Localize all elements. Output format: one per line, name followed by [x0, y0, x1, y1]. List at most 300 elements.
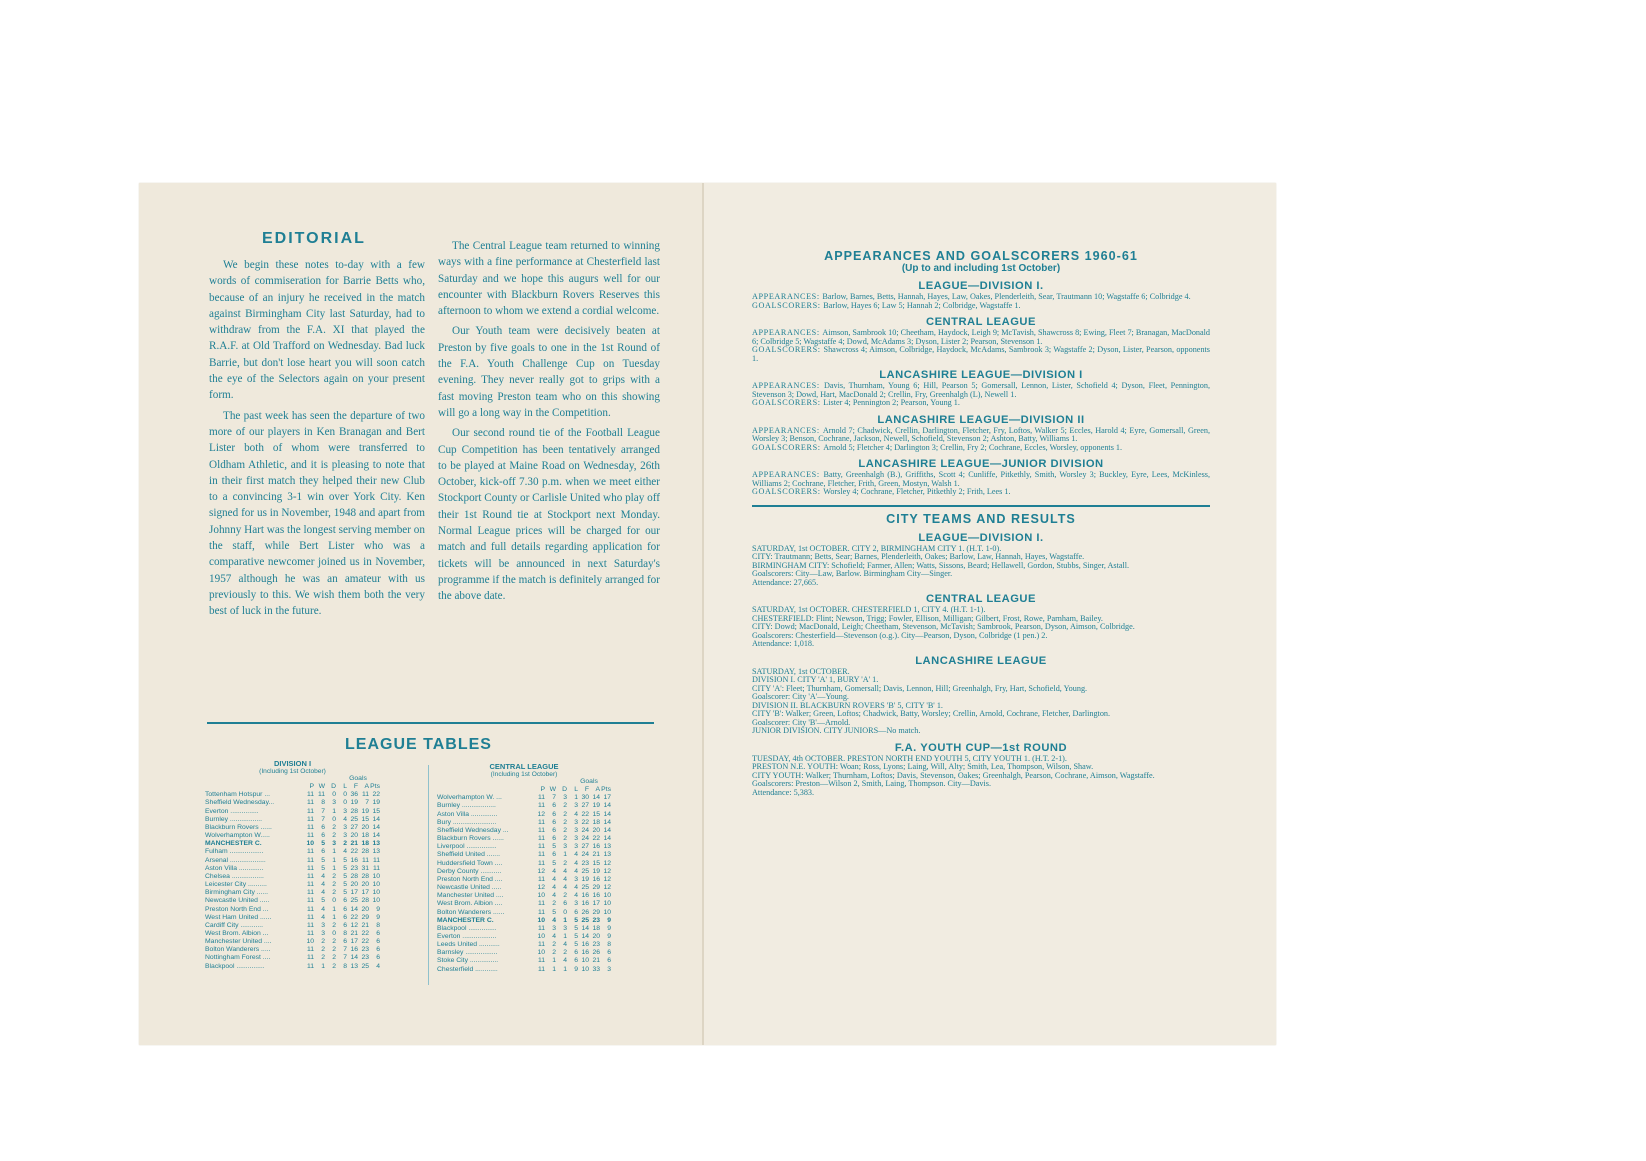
team-name: Everton ...............	[205, 807, 259, 815]
team-name: Barnsley .................	[437, 949, 498, 957]
team-name: MANCHESTER C.	[205, 840, 262, 848]
team-name: Birmingham City ......	[205, 889, 269, 897]
stat-cell: 28	[350, 872, 358, 880]
stat-cell: 4	[321, 872, 325, 880]
stat-cell: 6	[574, 949, 578, 957]
stat-cell: 6	[607, 949, 611, 957]
stat-cell: 5	[574, 932, 578, 940]
table-row	[437, 835, 611, 843]
team-name: West Ham United ......	[205, 913, 272, 921]
line-text: Barlow, Hayes 6; Law 5; Hannah 2; Colbridge, Wagstaffe 1.	[823, 300, 1021, 310]
stat-cell: 9	[607, 916, 611, 924]
team-name: Bolton Wanderers .....	[205, 946, 271, 954]
table-row	[437, 868, 611, 876]
stat-cell: 2	[552, 941, 556, 949]
stat-cell: 9	[607, 924, 611, 932]
stat-cell: 1	[563, 932, 567, 940]
stat-cell: 1	[563, 851, 567, 859]
stat-cell: 3	[574, 802, 578, 810]
stat-cell: 6	[376, 946, 380, 954]
stat-cell: 6	[607, 957, 611, 965]
table-row	[437, 827, 611, 835]
stat-cell: 23	[350, 864, 358, 872]
section-line: CHESTERFIELD: Flint; Newson, Trigg; Fowler, Ellison, Milligan; Gilbert, Frost, Rowe, Parnham, Bailey.	[752, 613, 1103, 623]
section-line	[752, 329, 1210, 346]
stat-cell: 10	[372, 872, 380, 880]
team-name: Wolverhampton W. ...	[437, 794, 502, 802]
table-row	[437, 802, 611, 810]
section-line: Attendance: 5,383.	[752, 787, 815, 797]
stat-cell: 2	[563, 802, 567, 810]
section-line: Goalscorers: Chesterfield—Stevenson (o.g.). City—Pearson, Dyson, Colbridge (1 pen.) 2.	[752, 630, 1048, 640]
stat-cell: 19	[350, 799, 358, 807]
line-label: GOALSCORERS:	[752, 442, 824, 452]
stat-cell: 8	[343, 929, 347, 937]
stat-cell: 7	[365, 799, 369, 807]
stat-cell: 11	[306, 832, 314, 840]
team-name: Arsenal ...................	[205, 856, 266, 864]
stat-cell: 15	[372, 807, 380, 815]
section-line: CITY 'A': Fleet; Thurnham, Gomersall; Davis, Lennon, Hill; Greenhalgh, Fry, Hart, Schofield, Young.	[752, 683, 1088, 693]
section-line: SATURDAY, 1st OCTOBER.	[752, 666, 850, 676]
team-name: Liverpool ................	[437, 843, 497, 851]
stat-cell: 8	[376, 921, 380, 929]
stat-cell: 11	[306, 929, 314, 937]
stat-cell: 9	[376, 913, 380, 921]
stat-cell: 19	[592, 867, 600, 875]
stat-cell: 4	[563, 867, 567, 875]
stat-cell: 25	[581, 916, 589, 924]
stat-cell: 23	[592, 941, 600, 949]
section-line	[752, 444, 1210, 453]
stat-cell: 10	[372, 889, 380, 897]
stat-cell: 6	[574, 957, 578, 965]
stat-cell: 29	[592, 884, 600, 892]
section-line: CITY: Dowd; MacDonald, Leigh; Cheetham, Stevenson, McTavish; Sambrook, Pearson, Dyson, Aimson, Colbridge.	[752, 622, 1135, 631]
stat-cell: 5	[321, 864, 325, 872]
stat-cell: 1	[563, 916, 567, 924]
stat-cell: 6	[552, 802, 556, 810]
stat-cell: 29	[361, 913, 369, 921]
stat-cell: 25	[581, 884, 589, 892]
editorial-paragraph: We begin these notes to-day with a few words of commiseration for Barrie Betts who, because of an injury he received in the match against Birmingham City last Saturday, had to withdraw from the F.A. XI that played the R.A.F. at Old Trafford on Wednesday. Bad luck Barrie, but don't lose heart you will soon catch the eye of the Selectors again on your present form.	[209, 259, 425, 402]
stat-cell: 4	[321, 913, 325, 921]
section-heading: LEAGUE—DIVISION I.	[918, 280, 1044, 292]
section-line: TUESDAY, 4th OCTOBER. PRESTON NORTH END YOUTH 5, CITY YOUTH 1. (H.T. 2-1).	[752, 753, 1067, 763]
stat-cell: 10	[537, 916, 545, 924]
stat-cell: 4	[563, 957, 567, 965]
section-heading: CENTRAL LEAGUE	[926, 316, 1036, 328]
stat-cell: 11	[537, 802, 545, 810]
stat-cell: 3	[332, 799, 336, 807]
stat-cell: 36	[350, 791, 358, 799]
stat-cell: 21	[361, 921, 369, 929]
stat-cell: 5	[574, 916, 578, 924]
stat-cell: 25	[350, 897, 358, 905]
stat-cell: 18	[592, 818, 600, 826]
line-text: Davis, Thurnham, Young 6; Hill, Pearson 5; Gomersall, Lennon, Lister, Schofield 4; Dyson, Fleet, Pennington, Stevenson 3; Dowd, Hart, MacDonald 2; Crellin, Fry, Greenhalgh (L), Newell 1.	[752, 381, 1210, 399]
stat-cell: 17	[592, 900, 600, 908]
stat-cell: 10	[372, 881, 380, 889]
stat-cell: 12	[537, 884, 545, 892]
table-row	[437, 794, 611, 802]
goals-label: Goals	[349, 775, 367, 782]
stat-cell: 7	[343, 946, 347, 954]
stat-cell: 14	[350, 905, 358, 913]
table-row	[437, 933, 611, 941]
team-name: Nottingham Forest ....	[205, 954, 271, 962]
stat-cell: 0	[332, 791, 336, 799]
table-row	[437, 843, 611, 851]
stat-cell: 14	[581, 924, 589, 932]
line-label: APPEARANCES:	[752, 470, 824, 479]
table-row	[437, 900, 611, 908]
stat-cell: 4	[563, 875, 567, 883]
stat-cell: 2	[332, 832, 336, 840]
stat-cell: 7	[343, 954, 347, 962]
stat-cell: 5	[552, 908, 556, 916]
table-row	[205, 897, 380, 905]
stat-cell: 17	[361, 889, 369, 897]
stat-cell: 11	[361, 791, 369, 799]
stat-cell: 3	[574, 826, 578, 834]
team-name: Derby County ...........	[437, 867, 502, 875]
column-header: Pts	[601, 786, 611, 794]
table-row	[205, 865, 380, 873]
stat-cell: 14	[350, 954, 358, 962]
stat-cell: 11	[537, 818, 545, 826]
stat-cell: 11	[537, 900, 545, 908]
stat-cell: 16	[592, 875, 600, 883]
stat-cell: 1	[552, 957, 556, 965]
table-row	[437, 860, 611, 868]
stat-cell: 20	[361, 905, 369, 913]
column-header: D	[331, 783, 336, 791]
stat-cell: 8	[321, 799, 325, 807]
table-row	[205, 922, 380, 930]
stat-cell: 11	[537, 843, 545, 851]
table-row	[205, 954, 380, 962]
stat-cell: 21	[350, 840, 358, 848]
table-row	[205, 791, 380, 799]
stat-cell: 0	[563, 908, 567, 916]
stat-cell: 4	[563, 941, 567, 949]
team-name: West Brom. Albion ...	[205, 929, 269, 937]
stat-cell: 11	[306, 823, 314, 831]
section-line	[752, 471, 1210, 488]
stat-cell: 1	[574, 794, 578, 802]
stat-cell: 6	[376, 929, 380, 937]
stat-cell: 11	[537, 941, 545, 949]
stat-cell: 11	[306, 913, 314, 921]
stat-cell: 4	[574, 859, 578, 867]
stat-cell: 9	[574, 965, 578, 973]
stat-cell: 14	[603, 810, 611, 818]
stat-cell: 2	[332, 921, 336, 929]
table-row	[205, 832, 380, 840]
table-row	[205, 824, 380, 832]
team-name: Manchester United ....	[437, 892, 504, 900]
stat-cell: 9	[376, 905, 380, 913]
stat-cell: 20	[350, 881, 358, 889]
stat-cell: 2	[332, 946, 336, 954]
stat-cell: 24	[581, 835, 589, 843]
column-header: A	[364, 783, 369, 791]
section-divider	[207, 722, 654, 724]
stat-cell: 18	[361, 832, 369, 840]
stat-cell: 11	[306, 807, 314, 815]
team-name: Newcastle United .....	[437, 884, 502, 892]
table-title: DIVISION I	[273, 759, 312, 768]
stat-cell: 15	[361, 815, 369, 823]
stat-cell: 2	[563, 835, 567, 843]
team-name: Stoke City ...............	[437, 957, 499, 965]
section-heading: LANCASHIRE LEAGUE—JUNIOR DIVISION	[858, 458, 1104, 470]
stat-cell: 1	[332, 856, 336, 864]
goals-label: Goals	[580, 778, 598, 785]
section-line: Goalscorer: City 'A'—Young.	[752, 692, 849, 701]
stat-cell: 5	[343, 889, 347, 897]
stat-cell: 2	[332, 823, 336, 831]
stat-cell: 26	[581, 908, 589, 916]
table-row	[437, 851, 611, 859]
stat-cell: 20	[361, 823, 369, 831]
line-text: Arnold 5; Fletcher 4; Darlington 3; Crellin, Fry 2; Cochrane, Eccles, Worsley, opponents 1.	[823, 442, 1123, 452]
line-text: Worsley 4; Cochrane, Fletcher, Pitkethly 2; Frith, Lees 1.	[823, 487, 1011, 496]
stat-cell: 2	[332, 872, 336, 880]
team-name: Aston Villa ..............	[437, 810, 498, 818]
stat-cell: 2	[563, 826, 567, 834]
stat-cell: 6	[376, 954, 380, 962]
column-header: F	[584, 786, 589, 794]
stat-cell: 13	[603, 843, 611, 851]
section-line	[752, 488, 1210, 497]
stat-cell: 18	[592, 924, 600, 932]
stat-cell: 1	[332, 848, 336, 856]
stat-cell: 2	[321, 954, 325, 962]
editorial-paragraph: The past week has seen the departure of two more of our players in Ken Branagan and Bert Lister both of whom were transferred to Oldham Athletic, and it is pleasing to note that in their first match they helped their new Club to a convincing 3-1 win over York City. Ken signed for us in November, 1948 and apart from Johnny Hart was the longest serving member on the staff, while Bert Lister who was a comparative newcomer joined us in November, 1957 although he was an amateur with us previously to this. We wish them both the very best of luck in the future.	[209, 409, 425, 618]
stat-cell: 11	[372, 864, 380, 872]
stat-cell: 29	[592, 908, 600, 916]
stat-cell: 3	[563, 843, 567, 851]
stat-cell: 11	[306, 946, 314, 954]
stat-cell: 4	[574, 810, 578, 818]
section-line: Attendance: 1,018.	[752, 639, 815, 648]
stat-cell: 2	[332, 938, 336, 946]
stat-cell: 5	[574, 924, 578, 932]
team-name: Chelsea .................	[205, 872, 264, 880]
table-row	[205, 840, 380, 848]
goals-header-row	[437, 778, 611, 786]
team-name: West Brom. Albion ....	[437, 900, 503, 908]
stat-cell: 4	[321, 881, 325, 889]
stat-cell: 5	[343, 856, 347, 864]
stat-cell: 3	[607, 965, 611, 973]
stat-cell: 23	[581, 859, 589, 867]
stat-cell: 4	[574, 892, 578, 900]
stat-cell: 11	[537, 965, 545, 973]
section-line: Goalscorers: City—Law, Barlow. Birmingham City—Singer.	[752, 569, 953, 578]
stat-cell: 11	[306, 799, 314, 807]
stat-cell: 4	[552, 867, 556, 875]
stat-cell: 10	[537, 932, 545, 940]
stat-cell: 14	[372, 815, 380, 823]
column-header: P	[540, 786, 545, 794]
team-name: Manchester United ....	[205, 938, 272, 946]
stat-cell: 2	[332, 962, 336, 970]
section-heading: CENTRAL LEAGUE	[926, 593, 1036, 605]
stat-cell: 11	[306, 921, 314, 929]
stat-cell: 11	[537, 908, 545, 916]
line-text: Barlow, Barnes, Betts, Hannah, Hayes, Law, Oakes, Plenderleith, Sear, Trautmann 10; Wagstaffe 6; Colbridge 4.	[822, 292, 1191, 301]
stat-cell: 20	[592, 826, 600, 834]
line-label: GOALSCORERS:	[752, 398, 824, 407]
stat-cell: 10	[537, 949, 545, 957]
stat-cell: 2	[321, 938, 325, 946]
stat-cell: 5	[321, 856, 325, 864]
section-line: CITY: Trautmann; Betts, Sear; Barnes, Plenderleith, Oakes; Barlow, Law, Hannah, Hayes, Wagstaffe.	[752, 552, 1085, 561]
table-divider	[428, 765, 429, 985]
stat-cell: 12	[603, 867, 611, 875]
stat-cell: 10	[603, 892, 611, 900]
stat-cell: 11	[306, 881, 314, 889]
stat-cell: 2	[343, 840, 347, 848]
stat-cell: 10	[581, 957, 589, 965]
section-line: Goalscorers: Preston—Wilson 2, Smith, Laing, Thompson. City—Davis.	[752, 779, 991, 788]
section-line	[752, 302, 1210, 311]
table-row	[437, 876, 611, 884]
stat-cell: 26	[592, 949, 600, 957]
team-name: Leeds United ...........	[437, 941, 500, 949]
stat-cell: 3	[563, 794, 567, 802]
section-line	[752, 427, 1210, 444]
team-name: Everton ..................	[437, 932, 497, 940]
stat-cell: 22	[592, 835, 600, 843]
stat-cell: 31	[361, 864, 369, 872]
table-row	[437, 941, 611, 949]
section-line: JUNIOR DIVISION. CITY JUNIORS—No match.	[752, 726, 921, 735]
stat-cell: 5	[343, 881, 347, 889]
stat-cell: 15	[592, 859, 600, 867]
stat-cell: 14	[603, 802, 611, 810]
stat-cell: 21	[350, 929, 358, 937]
centre-fold	[702, 183, 704, 1045]
table-row	[437, 957, 611, 965]
stat-cell: 23	[592, 916, 600, 924]
section-line: CITY YOUTH: Walker; Thurnham, Loftos; Davis, Stevenson, Oakes; Greenhalgh, Pearson, Cochrane, Aimson, Wagstaffe.	[752, 770, 1155, 780]
editorial-column-2	[438, 238, 660, 609]
results-title: CITY TEAMS AND RESULTS	[886, 511, 1076, 526]
stat-cell: 8	[343, 962, 347, 970]
column-header: F	[353, 783, 358, 791]
team-name: Bolton Wanderers ......	[437, 908, 505, 916]
stat-cell: 3	[574, 843, 578, 851]
stat-cell: 1	[332, 913, 336, 921]
stat-cell: 7	[552, 794, 556, 802]
stat-cell: 30	[581, 794, 589, 802]
stat-cell: 25	[361, 962, 369, 970]
stat-cell: 12	[350, 921, 358, 929]
line-label: APPEARANCES:	[752, 381, 824, 390]
column-header: L	[343, 783, 347, 791]
stat-cell: 14	[372, 823, 380, 831]
stat-cell: 28	[361, 848, 369, 856]
section-line: SATURDAY, 1st OCTOBER. CITY 2, BIRMINGHAM CITY 1. (H.T. 1-0).	[752, 543, 1002, 553]
stat-cell: 3	[574, 875, 578, 883]
stat-cell: 2	[563, 810, 567, 818]
team-name: Sheffield Wednesday ...	[437, 826, 509, 834]
table-row	[437, 917, 611, 925]
table-row	[437, 811, 611, 819]
stat-cell: 16	[581, 900, 589, 908]
stat-cell: 5	[343, 872, 347, 880]
section-line	[752, 346, 1210, 363]
stat-cell: 4	[552, 892, 556, 900]
stat-cell: 14	[592, 794, 600, 802]
stat-cell: 33	[592, 965, 600, 973]
stat-cell: 20	[361, 881, 369, 889]
table-row	[437, 925, 611, 933]
stat-cell: 4	[563, 884, 567, 892]
team-name: Burnley .................	[205, 815, 263, 823]
stat-cell: 4	[574, 884, 578, 892]
stat-cell: 6	[552, 835, 556, 843]
line-label: APPEARANCES:	[752, 328, 823, 337]
table-row	[437, 892, 611, 900]
stat-cell: 6	[552, 826, 556, 834]
stat-cell: 11	[372, 856, 380, 864]
stat-cell: 12	[537, 810, 545, 818]
stat-cell: 22	[350, 913, 358, 921]
stat-cell: 1	[552, 965, 556, 973]
goals-header-row	[205, 775, 380, 783]
section-line: Goalscorer: City 'B'—Arnold.	[752, 717, 851, 727]
stat-cell: 3	[574, 835, 578, 843]
stat-cell: 0	[343, 799, 347, 807]
stat-cell: 27	[581, 843, 589, 851]
line-label: APPEARANCES:	[752, 425, 823, 435]
stat-cell: 6	[552, 818, 556, 826]
section-line: SATURDAY, 1st OCTOBER. CHESTERFIELD 1, CITY 4. (H.T. 1-1).	[752, 605, 986, 614]
stat-cell: 22	[350, 848, 358, 856]
stat-cell: 15	[592, 810, 600, 818]
stat-cell: 14	[603, 826, 611, 834]
column-header-row	[205, 783, 380, 791]
team-name: Blackpool ...............	[437, 924, 497, 932]
team-name: Blackburn Rovers ......	[437, 835, 504, 843]
table-row	[205, 914, 380, 922]
stat-cell: 11	[537, 826, 545, 834]
stat-cell: 2	[321, 946, 325, 954]
line-label: GOALSCORERS:	[752, 345, 824, 354]
stat-cell: 3	[332, 840, 336, 848]
stat-cell: 4	[552, 916, 556, 924]
stat-cell: 2	[332, 889, 336, 897]
stat-cell: 24	[581, 826, 589, 834]
stat-cell: 6	[343, 897, 347, 905]
stat-cell: 6	[563, 900, 567, 908]
stat-cell: 6	[343, 913, 347, 921]
stat-cell: 6	[343, 905, 347, 913]
stat-cell: 6	[321, 832, 325, 840]
line-label: APPEARANCES:	[752, 292, 823, 301]
column-header: L	[574, 786, 578, 794]
section-line: PRESTON N.E. YOUTH: Woan; Ross, Lyons; Laing, Will, Alty; Smith, Lea, Thompson, Wilson, Shaw.	[752, 762, 1094, 771]
stat-cell: 0	[332, 897, 336, 905]
stat-cell: 5	[321, 840, 325, 848]
stat-cell: 3	[563, 924, 567, 932]
section-heading: LANCASHIRE LEAGUE—DIVISION II	[877, 413, 1085, 426]
